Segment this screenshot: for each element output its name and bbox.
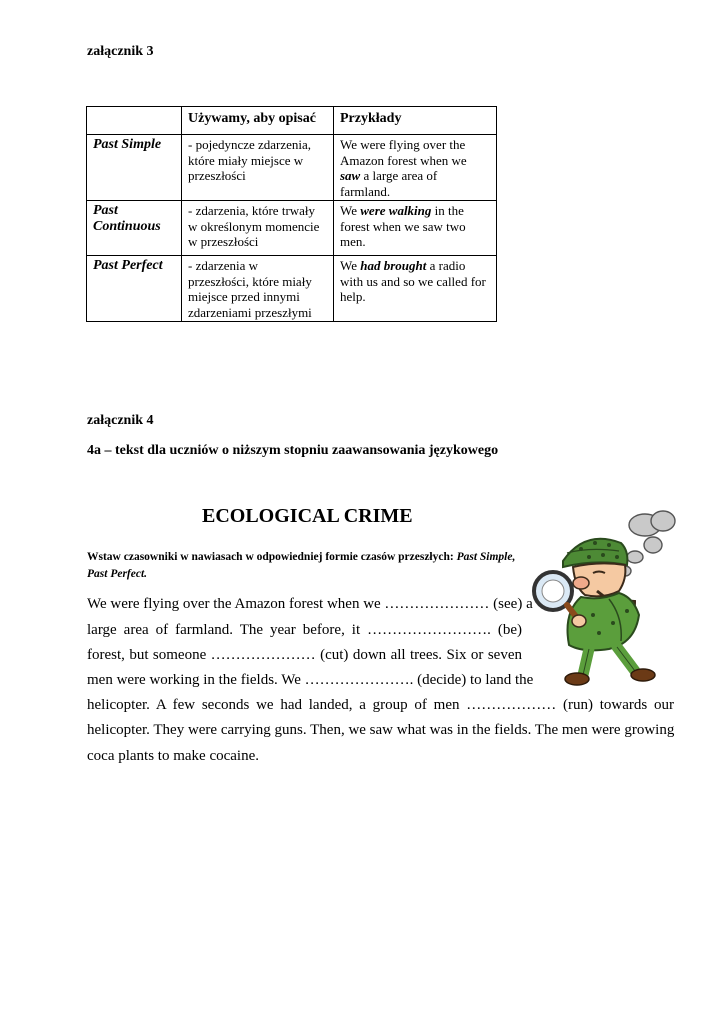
example-line [340, 258, 490, 274]
exercise-line: large area of farmland. The year before, it ……………………. (be) [87, 622, 522, 638]
example-verb: saw [340, 168, 361, 183]
exercise-line: We were flying over the Amazon forest when we ………………… (see) a [87, 596, 533, 612]
example-cell [334, 201, 497, 256]
tense-cell [87, 201, 182, 256]
use-line: miejsce przed innymi [188, 289, 300, 304]
use-line: - zdarzenia, które trwały [188, 203, 316, 218]
example-line: help. [340, 289, 366, 304]
tense-name: Past Simple [93, 137, 162, 152]
example-cell [334, 256, 497, 322]
use-line: przeszłości, które miały [188, 273, 312, 289]
example-verb: were walking [360, 203, 432, 218]
tenses-table [86, 106, 497, 322]
use-line: zdarzeniami przeszłymi [188, 304, 312, 320]
exercise-line: men were working in the fields. We …………………. (decide) to land the [87, 672, 534, 688]
table-row [87, 201, 497, 256]
example-line: men. [340, 234, 366, 249]
attachment-3-label: załącznik 3 [87, 44, 154, 59]
use-cell [182, 201, 334, 256]
table-header-cell [87, 107, 182, 135]
exercise-line: coca plants to make cocaine. [87, 748, 260, 764]
exercise-line: forest, but someone ………………… (cut) down all trees. Six or seven [87, 647, 522, 663]
instruction-tenses: Past Simple, Past Perfect. [87, 551, 516, 580]
instruction-text: Wstaw czasowniki w nawiasach w odpowiedniej formie czasów przeszłych: [87, 551, 457, 563]
example-text: in the [431, 203, 464, 218]
attachment-4-label: załącznik 4 [87, 413, 154, 428]
example-text: a large area of [360, 168, 438, 183]
example-verb: had brought [360, 258, 427, 273]
example-line: forest when we saw two [340, 218, 466, 234]
table-header-cell: Używamy, aby opisać [182, 107, 334, 135]
use-line: w przeszłości [188, 234, 259, 249]
use-cell [182, 256, 334, 322]
table-header-row [87, 107, 497, 135]
tense-name: Past [93, 203, 118, 218]
example-text: We [340, 203, 361, 218]
table-row [87, 135, 497, 201]
use-line: które miały miejsce w [188, 152, 304, 168]
use-line: w określonym momencie [188, 218, 320, 234]
example-line: Amazon forest when we [340, 152, 467, 168]
exercise-line: helicopter. They were carrying guns. Then, we saw what was in the fields. The men were growing [87, 722, 675, 738]
tense-name: Past Perfect [93, 258, 163, 273]
example-line [340, 203, 490, 219]
exercise-line: helicopter. A few seconds we had landed, a group of men ……………… (run) towards our [87, 697, 674, 713]
example-text: a radio [426, 258, 466, 273]
smoke-icon [619, 511, 675, 576]
use-line: - zdarzenia w [188, 258, 259, 273]
section-subtitle: 4a – tekst dla uczniów o niższym stopniu zaawansowania językowego [87, 443, 499, 458]
example-line [340, 168, 490, 184]
example-line: farmland. [340, 183, 391, 199]
example-cell [334, 135, 497, 201]
page-title: ECOLOGICAL CRIME [202, 505, 413, 527]
example-line: We were flying over the [340, 137, 466, 152]
tense-cell [87, 256, 182, 322]
tense-cell [87, 135, 182, 201]
exercise-instruction [87, 549, 517, 583]
detective-illustration [523, 503, 685, 689]
table-header-cell: Przykłady [334, 107, 497, 135]
use-line: - pojedyncze zdarzenia, [188, 137, 312, 152]
tense-name: Continuous [93, 218, 161, 234]
example-text: We [340, 258, 361, 273]
use-cell [182, 135, 334, 201]
table-row [87, 256, 497, 322]
use-line: przeszłości [188, 168, 246, 183]
example-line: with us and so we called for [340, 273, 486, 289]
